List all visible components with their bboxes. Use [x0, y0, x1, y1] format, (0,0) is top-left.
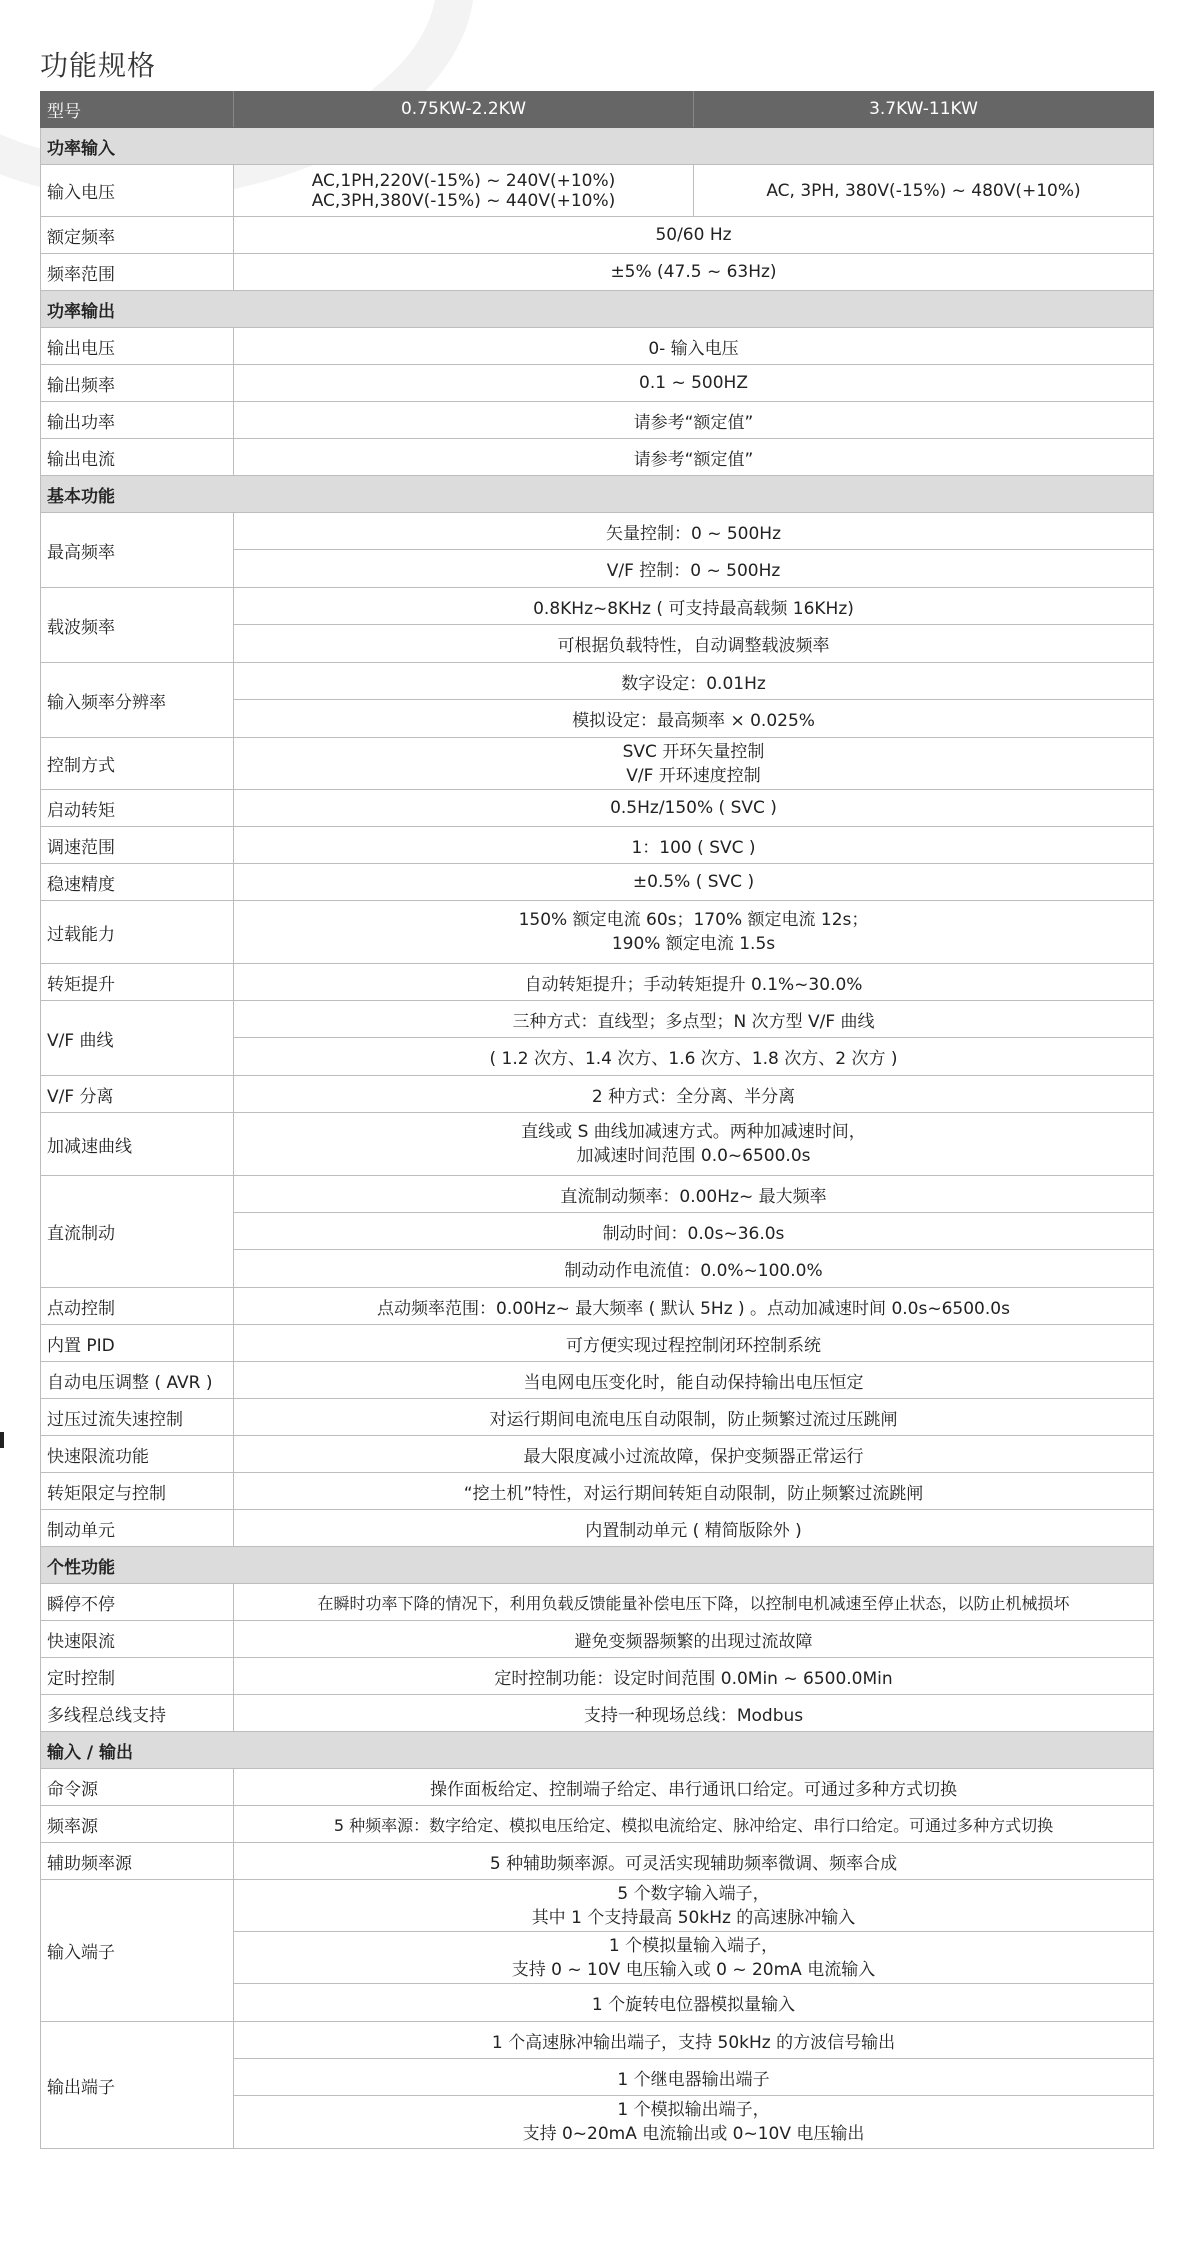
row-label: 辅助频率源 — [41, 1843, 234, 1879]
section-title: 功率输入 — [41, 128, 1153, 164]
row-value: 1：100 ( SVC ) — [631, 837, 756, 858]
row-value: AC, 3PH, 380V(-15%) ~ 480V(+10%) — [766, 180, 1081, 201]
row-value: 矢量控制：0 ~ 500Hz — [234, 513, 1153, 550]
table-row — [40, 439, 1154, 476]
row-value: AC,1PH,220V(-15%) ~ 240V(+10%) AC,3PH,380V(-15%) ~ 440V(+10%) — [234, 165, 694, 216]
row-value: 0.1 ~ 500HZ — [639, 373, 748, 393]
table-row — [40, 1473, 1154, 1510]
row-value: 1 个模拟量输入端子， 支持 0 ~ 10V 电压输入或 0 ~ 20mA 电流输入 — [234, 1932, 1153, 1984]
table-row-group — [40, 513, 1154, 588]
row-label: 输出电压 — [41, 328, 234, 364]
table-row — [40, 254, 1154, 291]
table-row — [40, 1362, 1154, 1399]
row-value: 可根据负载特性，自动调整载波频率 — [557, 636, 830, 656]
row-label: 启动转矩 — [41, 790, 234, 826]
table-row — [40, 1806, 1154, 1843]
row-label: 直流制动 — [41, 1176, 234, 1287]
row-value: 可方便实现过程控制闭环控制系统 — [566, 1335, 821, 1356]
row-label: 最高频率 — [41, 513, 234, 587]
row-label: 输入电压 — [41, 165, 234, 216]
row-value: V/F 控制：0 ~ 500Hz — [606, 561, 781, 581]
row-label: 过压过流失速控制 — [41, 1399, 234, 1435]
row-value: 模拟设定：最高频率 × 0.025% — [572, 711, 815, 731]
table-row — [40, 1510, 1154, 1547]
row-label: 点动控制 — [41, 1288, 234, 1324]
table-row — [40, 790, 1154, 827]
row-label: 转矩提升 — [41, 964, 234, 1000]
table-row — [40, 1325, 1154, 1362]
page-title: 功能规格 — [40, 49, 157, 82]
row-label: 定时控制 — [41, 1658, 234, 1694]
table-row-group — [40, 2022, 1154, 2149]
row-label: 转矩限定与控制 — [41, 1473, 234, 1509]
row-label: 快速限流功能 — [41, 1436, 234, 1472]
table-row — [40, 1436, 1154, 1473]
row-label: 载波频率 — [41, 588, 234, 662]
row-label: 命令源 — [41, 1769, 234, 1805]
table-row — [40, 1769, 1154, 1806]
section-title: 个性功能 — [41, 1547, 1153, 1583]
row-label: 输入端子 — [41, 1880, 234, 2021]
row-label: 调速范围 — [41, 827, 234, 863]
table-row — [40, 1113, 1154, 1176]
section-personal-functions — [40, 1547, 1154, 1584]
row-value: ( 1.2 次方、1.4 次方、1.6 次方、1.8 次方、2 次方 ) — [489, 1049, 898, 1069]
table-row — [40, 1843, 1154, 1880]
table-row — [40, 1288, 1154, 1325]
row-value: ±5% (47.5 ~ 63Hz) — [610, 262, 777, 282]
row-label: 输入频率分辨率 — [41, 663, 234, 737]
table-row-group — [40, 663, 1154, 738]
row-value: 数字设定：0.01Hz — [234, 663, 1153, 700]
table-row-group — [40, 588, 1154, 663]
row-value: 直线或 S 曲线加减速方式。两种加减速时间， 加减速时间范围 0.0~6500.0s — [521, 1122, 866, 1166]
table-row — [40, 402, 1154, 439]
row-value: 1 个模拟输出端子， 支持 0~20mA 电流输出或 0~10V 电压输出 — [522, 2100, 865, 2144]
table-row — [40, 217, 1154, 254]
row-label: 快速限流 — [41, 1621, 234, 1657]
row-label: V/F 分离 — [41, 1076, 234, 1112]
row-value: 5 种频率源：数字给定、模拟电压给定、模拟电流给定、脉冲给定、串行口给定。可通过多种方式切换 — [333, 1815, 1054, 1835]
row-label: 控制方式 — [41, 738, 234, 789]
section-title: 输入 / 输出 — [41, 1732, 1153, 1768]
row-value: 内置制动单元 ( 精简版除外 ) — [585, 1520, 802, 1541]
row-value: 三种方式：直线型；多点型；N 次方型 V/F 曲线 — [234, 1001, 1153, 1038]
header-model-label: 型号 — [41, 91, 234, 127]
header-col1: 0.75KW-2.2KW — [234, 91, 694, 127]
table-row — [40, 1695, 1154, 1732]
row-value: 50/60 Hz — [655, 225, 732, 245]
table-row — [40, 1621, 1154, 1658]
header-col2: 3.7KW-11KW — [869, 99, 978, 119]
row-value: 5 个数字输入端子， 其中 1 个支持最高 50kHz 的高速脉冲输入 — [234, 1880, 1153, 1932]
row-value: 0.5Hz/150% ( SVC ) — [610, 798, 777, 818]
table-row — [40, 1076, 1154, 1113]
row-value: 5 种辅助频率源。可灵活实现辅助频率微调、频率合成 — [489, 1853, 898, 1874]
section-input-output — [40, 1732, 1154, 1769]
row-value: SVC 开环矢量控制 V/F 开环速度控制 — [622, 741, 765, 786]
row-value: 最大限度减小过流故障，保护变频器正常运行 — [523, 1446, 864, 1467]
section-power-input — [40, 128, 1154, 165]
row-value: 请参考“额定值” — [633, 449, 754, 470]
section-basic-functions — [40, 476, 1154, 513]
table-row — [40, 1399, 1154, 1436]
row-label: 输出电流 — [41, 439, 234, 475]
table-row — [40, 964, 1154, 1001]
table-row-group — [40, 1880, 1154, 2022]
table-row — [40, 328, 1154, 365]
edge-mark — [0, 1432, 4, 1448]
row-label: 内置 PID — [41, 1325, 234, 1361]
section-title: 基本功能 — [41, 476, 1153, 512]
row-label: 额定频率 — [41, 217, 234, 253]
row-value: 直流制动频率：0.00Hz~ 最大频率 — [234, 1176, 1153, 1213]
row-label: 过载能力 — [41, 901, 234, 963]
table-row — [40, 901, 1154, 964]
row-value: 支持一种现场总线：Modbus — [583, 1705, 804, 1726]
table-row — [40, 738, 1154, 790]
row-label: 自动电压调整 ( AVR ) — [41, 1362, 234, 1398]
table-row-group — [40, 1001, 1154, 1076]
row-label: 输出频率 — [41, 365, 234, 401]
row-label: 制动单元 — [41, 1510, 234, 1546]
row-label: 加减速曲线 — [41, 1113, 234, 1175]
row-label: 瞬停不停 — [41, 1584, 234, 1620]
section-power-output — [40, 291, 1154, 328]
table-row — [40, 1584, 1154, 1621]
spec-table — [40, 91, 1154, 2149]
table-row — [40, 827, 1154, 864]
row-value: 请参考“额定值” — [633, 412, 754, 433]
row-value: 制动时间：0.0s~36.0s — [234, 1213, 1153, 1250]
row-value: 0.8KHz~8KHz ( 可支持最高载频 16KHz) — [234, 588, 1153, 625]
row-value: 定时控制功能：设定时间范围 0.0Min ~ 6500.0Min — [494, 1668, 893, 1689]
table-row-group — [40, 1176, 1154, 1288]
table-row — [40, 365, 1154, 402]
row-value: 1 个高速脉冲输出端子，支持 50kHz 的方波信号输出 — [234, 2022, 1153, 2059]
row-value: 1 个旋转电位器模拟量输入 — [591, 1995, 796, 2015]
row-value: 2 种方式：全分离、半分离 — [591, 1086, 796, 1107]
row-value: 避免变频器频繁的出现过流故障 — [574, 1631, 813, 1652]
table-row — [40, 864, 1154, 901]
row-value: 当电网电压变化时，能自动保持输出电压恒定 — [523, 1372, 864, 1393]
row-value: 自动转矩提升；手动转矩提升 0.1%~30.0% — [524, 974, 863, 995]
row-label: 频率源 — [41, 1806, 234, 1842]
row-value: 1 个继电器输出端子 — [234, 2059, 1153, 2096]
table-row — [40, 165, 1154, 217]
row-value: 0- 输入电压 — [648, 338, 739, 359]
row-label: V/F 曲线 — [41, 1001, 234, 1075]
row-value: 150% 额定电流 60s；170% 额定电流 12s； 190% 额定电流 1.5s — [518, 910, 869, 954]
row-label: 稳速精度 — [41, 864, 234, 900]
row-value: 对运行期间电流电压自动限制，防止频繁过流过压跳闸 — [489, 1409, 898, 1430]
row-label: 频率范围 — [41, 254, 234, 290]
row-value: ±0.5% ( SVC ) — [632, 872, 755, 892]
table-header — [40, 91, 1154, 128]
row-value: “挖土机”特性，对运行期间转矩自动限制，防止频繁过流跳闸 — [463, 1483, 924, 1504]
row-value: 操作面板给定、控制端子给定、串行通讯口给定。可通过多种方式切换 — [430, 1779, 957, 1800]
row-label: 多线程总线支持 — [41, 1695, 234, 1731]
section-title: 功率输出 — [41, 291, 1153, 327]
row-value: 在瞬时功率下降的情况下，利用负载反馈能量补偿电压下降，以控制电机减速至停止状态，以防止机械损坏 — [317, 1593, 1070, 1613]
table-row — [40, 1658, 1154, 1695]
row-value: 制动动作电流值：0.0%~100.0% — [564, 1261, 823, 1281]
row-label: 输出功率 — [41, 402, 234, 438]
row-value: 点动频率范围：0.00Hz~ 最大频率 ( 默认 5Hz ) 。点动加减速时间 0.0s~6500.0s — [377, 1298, 1010, 1319]
row-label: 输出端子 — [41, 2022, 234, 2148]
